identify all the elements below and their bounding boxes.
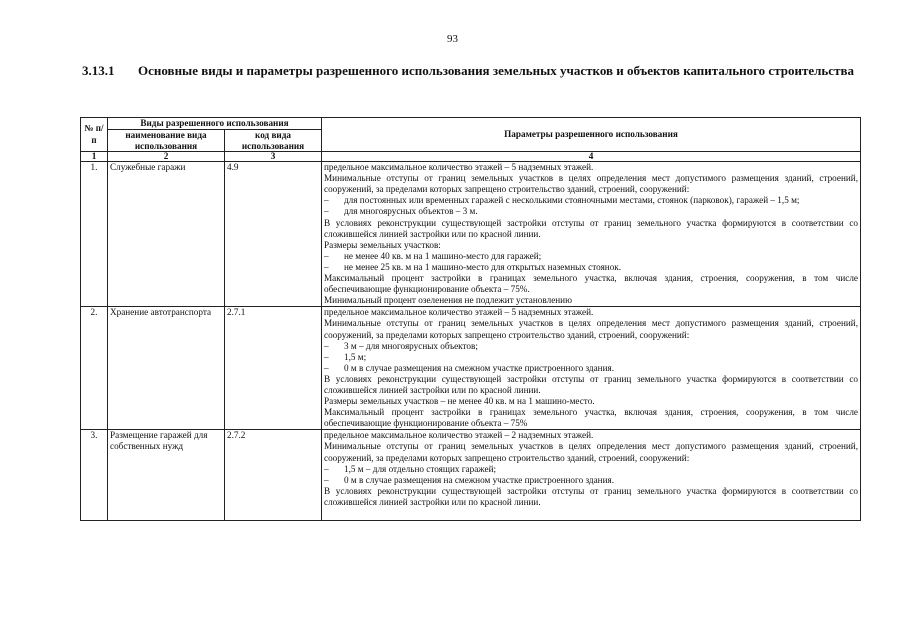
parameters-cell: [322, 430, 861, 521]
parameter-text: не менее 40 кв. м на 1 машино-место для гаражей;: [344, 250, 542, 261]
dash-bullet: –: [324, 195, 329, 206]
parameter-paragraph: Минимальные отступы от границ земельных участков в целях определения мест допустимого размещения зданий, строений, сооружений, за пределами которых запрещено строительство зданий, строений, сооружений:: [324, 441, 858, 463]
parameter-list-item: [324, 464, 858, 475]
header-usage-name: наименование вида использования: [108, 130, 225, 152]
parameter-text: 0 м в случае размещения на смежном участке пристроенного здания.: [344, 362, 615, 373]
parameter-text: 1,5 м;: [344, 351, 367, 362]
parameter-paragraph: Максимальный процент застройки в границах земельного участка, включая здания, строения, сооружения, в том числе обеспечивающие функционирование объекта – 75%.: [324, 273, 858, 295]
parameter-list-item: [324, 341, 858, 352]
header-number: № п/п: [81, 118, 108, 152]
header-parameters: Параметры разрешенного использования: [322, 118, 861, 152]
parameter-paragraph: Максимальный процент застройки в границах земельного участка, включая здания, строения, сооружения, в том числе обеспечивающие функционирование объекта – 75%: [324, 407, 858, 429]
parameter-list-item: [324, 206, 858, 217]
parameter-list-item: [324, 363, 858, 374]
section-heading: [82, 63, 872, 79]
usage-code: 4.9: [225, 162, 322, 307]
row-number: 2.: [81, 307, 108, 430]
header-usage-types: Виды разрешенного использования: [108, 118, 322, 130]
dash-bullet: –: [324, 250, 329, 261]
parameter-paragraph: Размеры земельных участков – не менее 40 кв. м на 1 машино-место.: [324, 396, 595, 407]
row-number: 1.: [81, 162, 108, 307]
parameter-paragraph: В условиях реконструкции существующей застройки отступы от границ земельного участка формируются в соответствии со сложившейся линией застройки или по красной линии.: [324, 373, 858, 395]
usage-name: Размещение гаражей для собственных нужд: [108, 430, 225, 521]
parameter-paragraph: Размеры земельных участков:: [324, 239, 441, 250]
parameter-paragraph: Минимальный процент озеленения не подлежит установлению: [324, 295, 572, 306]
parameter-paragraph: предельное максимальное количество этажей – 5 надземных этажей.: [324, 307, 594, 318]
dash-bullet: –: [324, 340, 329, 351]
parameter-paragraph: предельное максимальное количество этажей – 2 надземных этажей.: [324, 430, 594, 441]
column-index-2: 2: [108, 152, 225, 162]
parameter-paragraph: В условиях реконструкции существующей застройки отступы от границ земельного участка формируются в соответствии со сложившейся линией застройки или по красной линии.: [324, 217, 858, 239]
table-row: [81, 307, 861, 430]
parameter-list-item: [324, 251, 858, 262]
table-row: [81, 162, 861, 307]
usage-code: 2.7.2: [225, 430, 322, 521]
section-number: 3.13.1: [82, 63, 115, 78]
usage-name: Служебные гаражи: [108, 162, 225, 307]
column-index-1: 1: [81, 152, 108, 162]
dash-bullet: –: [324, 261, 329, 272]
section-title: Основные виды и параметры разрешенного использования земельных участков и объектов капитального строительства: [138, 63, 854, 78]
usage-parameters-table: [80, 117, 861, 521]
parameter-list-item: [324, 475, 858, 486]
table-row: [81, 430, 861, 521]
parameter-paragraph: Минимальные отступы от границ земельных участков в целях определения мест допустимого размещения зданий, строений, сооружений, за пределами которых запрещено строительство зданий, строений, сооружений:: [324, 173, 858, 195]
column-index-3: 3: [225, 152, 322, 162]
dash-bullet: –: [324, 206, 329, 217]
parameter-text: для многоярусных объектов – 3 м.: [344, 206, 478, 217]
dash-bullet: –: [324, 463, 329, 474]
usage-name: Хранение автотранспорта: [108, 307, 225, 430]
dash-bullet: –: [324, 474, 329, 485]
parameter-paragraph: В условиях реконструкции существующей застройки отступы от границ земельного участка формируются в соответствии со сложившейся линией застройки или по красной линии.: [324, 485, 858, 507]
parameter-list-item: [324, 195, 858, 206]
parameter-paragraph: предельное максимальное количество этажей – 5 надземных этажей.: [324, 162, 594, 173]
parameter-text: 3 м – для многоярусных объектов;: [344, 340, 478, 351]
parameters-cell: [322, 162, 861, 307]
column-index-4: 4: [322, 152, 861, 162]
usage-code: 2.7.1: [225, 307, 322, 430]
parameter-text: 0 м в случае размещения на смежном участке пристроенного здания.: [344, 474, 615, 485]
parameter-list-item: [324, 262, 858, 273]
parameter-text: для постоянных или временных гаражей с несколькими стояночными местами, стоянок (парковок), гаражей – 1,5 м;: [344, 195, 800, 206]
dash-bullet: –: [324, 351, 329, 362]
dash-bullet: –: [324, 362, 329, 373]
page-number: 93: [447, 33, 458, 45]
parameter-text: 1,5 м – для отдельно стоящих гаражей;: [344, 463, 497, 474]
parameter-paragraph: Минимальные отступы от границ земельных участков в целях определения мест допустимого размещения зданий, строений, сооружений, за пределами которых запрещено строительство зданий, строений, сооружений:: [324, 318, 858, 340]
parameter-text: не менее 25 кв. м на 1 машино-место для открытых наземных стоянок.: [344, 261, 622, 272]
parameter-list-item: [324, 352, 858, 363]
parameters-cell: [322, 307, 861, 430]
row-number: 3.: [81, 430, 108, 521]
header-usage-code: код вида использования: [225, 130, 322, 152]
